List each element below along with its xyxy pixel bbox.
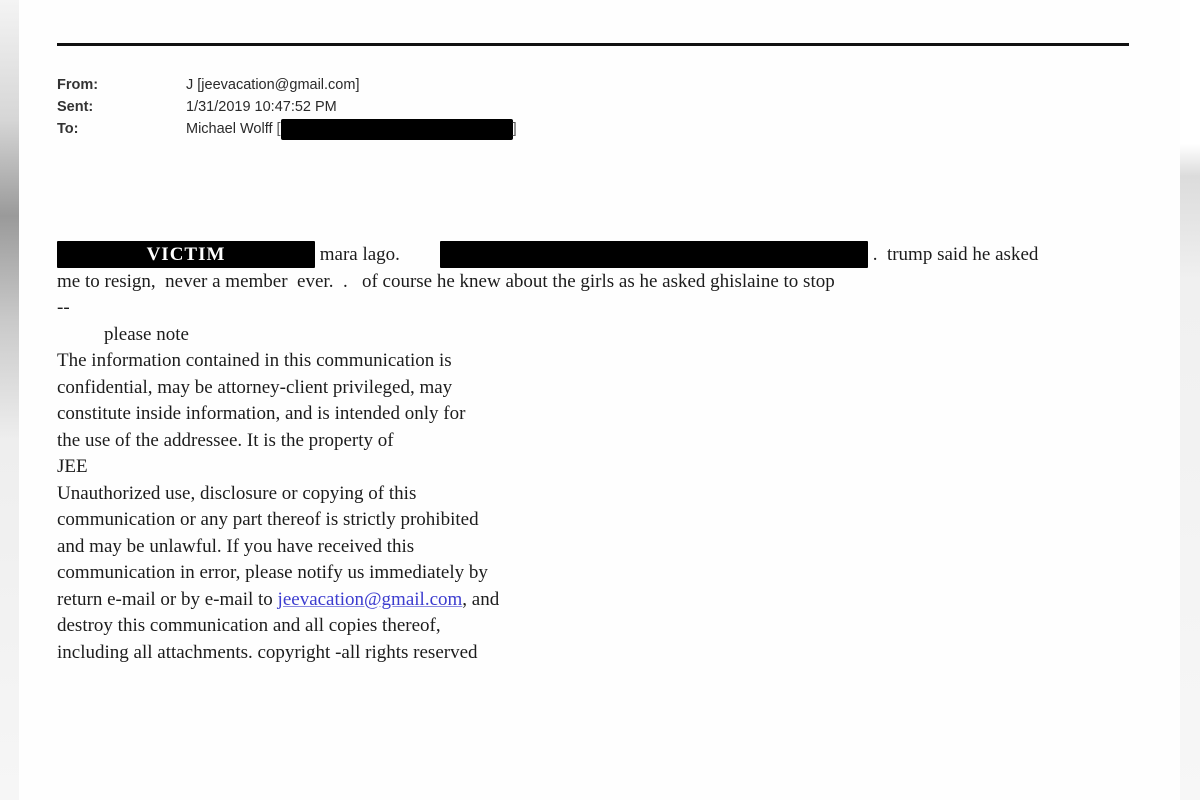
to-name: Michael Wolff [186,121,273,137]
to-address-redaction [281,119,513,140]
from-row [57,74,517,96]
from-value: J [jeevacation@gmail.com] [186,77,360,93]
contact-email-link[interactable]: jeevacation@gmail.com [277,588,463,610]
sent-label: Sent: [57,99,94,115]
return-line-prefix: return e-mail or by e-mail to [57,588,278,610]
disclaimer-line: Unauthorized use, disclosure or copying of this [57,482,417,504]
disclaimer-line: JEE [57,456,88,477]
sent-value: 1/31/2019 10:47:52 PM [186,99,337,115]
return-line-suffix: , and [462,588,500,610]
email-body [57,242,1137,666]
disclaimer-line: the use of the addressee. It is the property of [57,429,394,451]
disclaimer-line: constitute inside information, and is intended only for [57,403,466,424]
to-close-bracket: ] [512,121,517,137]
message-line-1-text-c: trump said he asked [877,244,1039,265]
to-open-bracket: [ [276,121,281,137]
disclaimer-return-line [57,587,1137,614]
sent-row [57,96,517,118]
message-line-1-text-a: mara lago. [315,244,400,265]
disclaimer-heading: please note [104,323,189,345]
header-divider [57,43,1129,46]
disclaimer-line: destroy this communication and all copies thereof, [57,615,441,636]
to-value [186,118,517,140]
disclaimer-line: confidential, may be attorney-client privileged, may [57,376,453,398]
to-row [57,118,517,140]
disclaimer-line: The information contained in this communication is [57,350,452,371]
from-label: From: [57,77,99,93]
to-label: To: [57,121,79,137]
disclaimer-line: communication in error, please notify us immediately by [57,562,488,583]
victim-redaction: VICTIM [57,241,315,268]
message-line-2: me to resign, never a member ever. . of course he knew about the girls as he asked ghislaine to stop [57,270,835,292]
message-line-1-text-b: . [867,244,878,265]
body-redaction [440,241,868,268]
email-header-block [57,74,517,140]
disclaimer-line: and may be unlawful. If you have received this [57,535,415,557]
disclaimer-line: including all attachments. copyright -all rights reserved [57,641,478,663]
right-page-gutter [1180,0,1200,800]
signature-separator: -- [57,297,70,318]
message-line-1 [57,242,1137,269]
left-page-gutter [0,0,19,800]
disclaimer-line: communication or any part thereof is strictly prohibited [57,509,479,530]
